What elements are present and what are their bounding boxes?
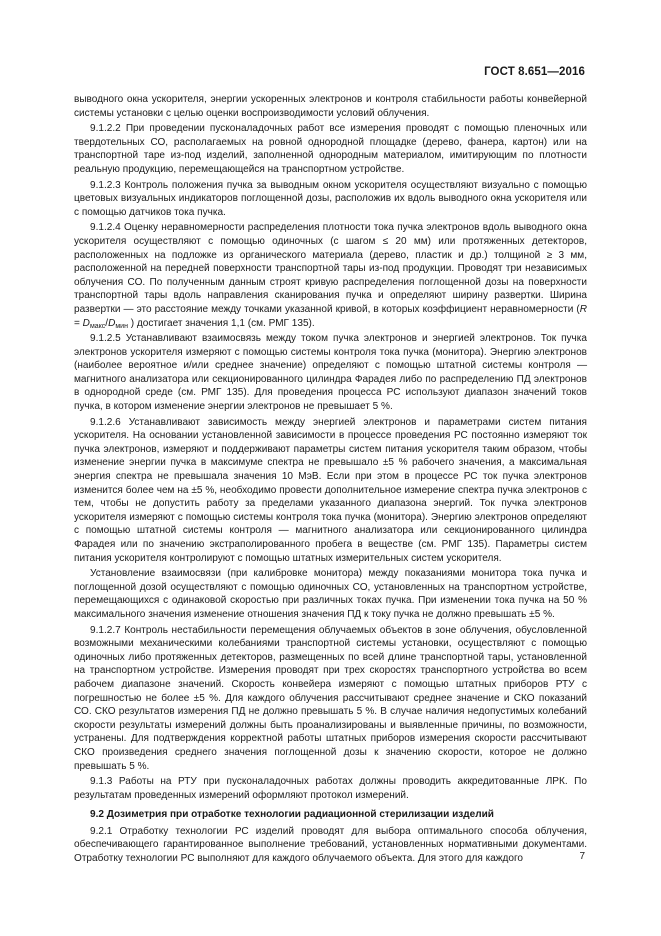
formula-sub-max: макс <box>89 322 106 330</box>
paragraph: 9.1.2.7 Контроль нестабильности перемещения облучаемых объектов в зоне облучения, обусловленной возможными механическими колебаниями транспортной системы установки, осуществляют с помощью одиночных либо протяженных детекторов, размещенных по всей длине транспортной тары, установленной на транспортном устройстве. Измерения проводят при трех скоростях транспортного устройства во всем рабочем диапазоне значений. Скорость конвейера измеряют с помощью штатных приборов РТУ с погрешностью не более ±5 %. Для каждого облучения рассчитывают среднее значение и СКО показаний СО. СКО результатов измерения ПД не должно превышать 5 %. В случае наличия недопустимых колебаний скорости результаты измерений должны быть проанализированы и выявленные причины, по возможности, устранены. Для подтверждения корректной работы штатных приборов измерения скорости рассчитывают СКО произведения среднего значения поглощенной дозы к значению скорости, которое не должно превышать 5 %. <box>74 624 587 772</box>
paragraph <box>74 221 587 330</box>
paragraph: 9.1.2.6 Устанавливают зависимость между энергией электронов и параметрами систем питания ускорителя. На основании установленной зависимости в процессе проведения РС постоянно измеряют ток пучка электронов, измеряют и поддерживают параметры систем питания ускорителя таким образом, чтобы изменение энергии пучка в максимуме спектра не превышало ±5 % рабочего значения, а максимальная энергия спектра не превышала значения 10 МэВ. Если при этом в процессе РС ток пучка электронов изменится более чем на ±5 %, необходимо провести дополнительное измерение спектра пучка электронов с тем, чтобы не допустить работу за пределами указанного диапазона энергий. Ток пучка электронов ускорителя измеряют с помощью системы контроля тока пучка (монитора). Энергию электронов определяют с помощью штатной системы контроля — магнитного анализатора или секционированного цилиндра Фарадея или по значению экстраполированного пробега в веществе (см. РМГ 135). Параметры систем питания ускорителя контролируют с помощью штатных измерительных систем ускорителя. <box>74 416 587 564</box>
paragraph: 9.1.2.3 Контроль положения пучка за выводным окном ускорителя осуществляют визуально с помощью цветовых визуальных индикаторов поглощенной дозы, расположив их вдоль выводного окна ускорителя или с помощью датчиков тока пучка. <box>74 179 587 218</box>
paragraph: выводного окна ускорителя, энергии ускоренных электронов и контроля стабильности работы конвейерной системы установки с целью оценки воспроизводимости условий облучения. <box>74 94 587 119</box>
formula-slash: / <box>105 317 109 329</box>
formula-var-d: D <box>108 317 116 329</box>
page-number: 7 <box>579 851 585 862</box>
paragraph-text: 9.1.2.4 Оценку неравномерности распределения плотности тока пучка электронов вдоль выводного окна ускорителя осуществляют с помощью одиночных (с шагом ≤ 20 мм) или протяженных детекторов, расположенных на подложке из органического материала (дерево, пластик и др.) толщиной ≥ 3 мм, расположенной на передней поверхности транспортной тары из-под продукции. Проводят три независимых облучения СО. По полученным данным строят кривую распределения поглощенной дозы на поверхности транспортной тары вдоль направления сканирования пучка и определяют ширину развертки. Ширина развертки — это расстояние между точками указанной кривой, в которых коэффициент неравномерности ( <box>74 222 587 315</box>
paragraph: 9.1.2.5 Устанавливают взаимосвязь между током пучка электронов и энергией электронов. Ток пучка электронов ускорителя измеряют с помощью системы контроля тока пучка (монитора). Энергию электронов (наиболее вероятное и/или среднее значение) определяют с помощью штатной системы контроля — магнитного анализатора или секционированного цилиндра Фарадея либо по распределению ПД электронов в однородной среде (см. РМГ 135). Для проведения процесса РС используют диапазон значений токов пучка, в котором изменение энергии электронов не превышает 5 %. <box>74 333 587 413</box>
paragraph-text: ) достигает значения 1,1 (см. РМГ 135). <box>127 317 315 329</box>
document-body <box>74 93 587 868</box>
paragraph: 9.1.3 Работы на РТУ при пусконаладочных работах должны проводить аккредитованные ЛРК. По результатам проведенных измерений оформляют протокол измерений. <box>74 776 587 801</box>
paragraph: Установление взаимосвязи (при калибровке монитора) между показаниями монитора тока пучка и поглощенной дозой осуществляют с помощью одиночных СО, установленных на транспортном устройстве, перемещающихся с одинаковой скоростью при различных токах пучка. При изменении тока пучка на 50 % максимального значения изменение отношения значения ПД к току пучка не должно превышать ±5 %. <box>74 568 587 620</box>
section-heading: 9.2 Дозиметрия при отработке технологии радиационной стерилизации изделий <box>90 809 494 821</box>
formula-var-d: D <box>82 317 90 329</box>
paragraph: 9.2.1 Отработку технологии РС изделий проводят для выбора оптимального способа облучения, обеспечивающего гарантированное выполнение требований, установленных нормативными документами. Отработку технологии РС выполняют для каждого облучаемого объекта. Для этого для каждого <box>74 825 587 865</box>
formula-var-r: R <box>579 303 587 315</box>
paragraph: 9.1.2.2 При проведении пусконаладочных работ все измерения проводят с помощью пленочных или твердотельных СО, располагаемых на ровной однородной площадке (дерево, фанера, картон) или на транспортной таре из-под изделий, заполненной однородным материалом, имитирующим по плотности реальную продукцию, перемещающейся на транспортном устройстве. <box>74 123 587 175</box>
formula-eq: = <box>74 317 83 329</box>
formula-sub-min: мин <box>115 322 128 330</box>
document-header: ГОСТ 8.651—2016 <box>484 66 585 78</box>
